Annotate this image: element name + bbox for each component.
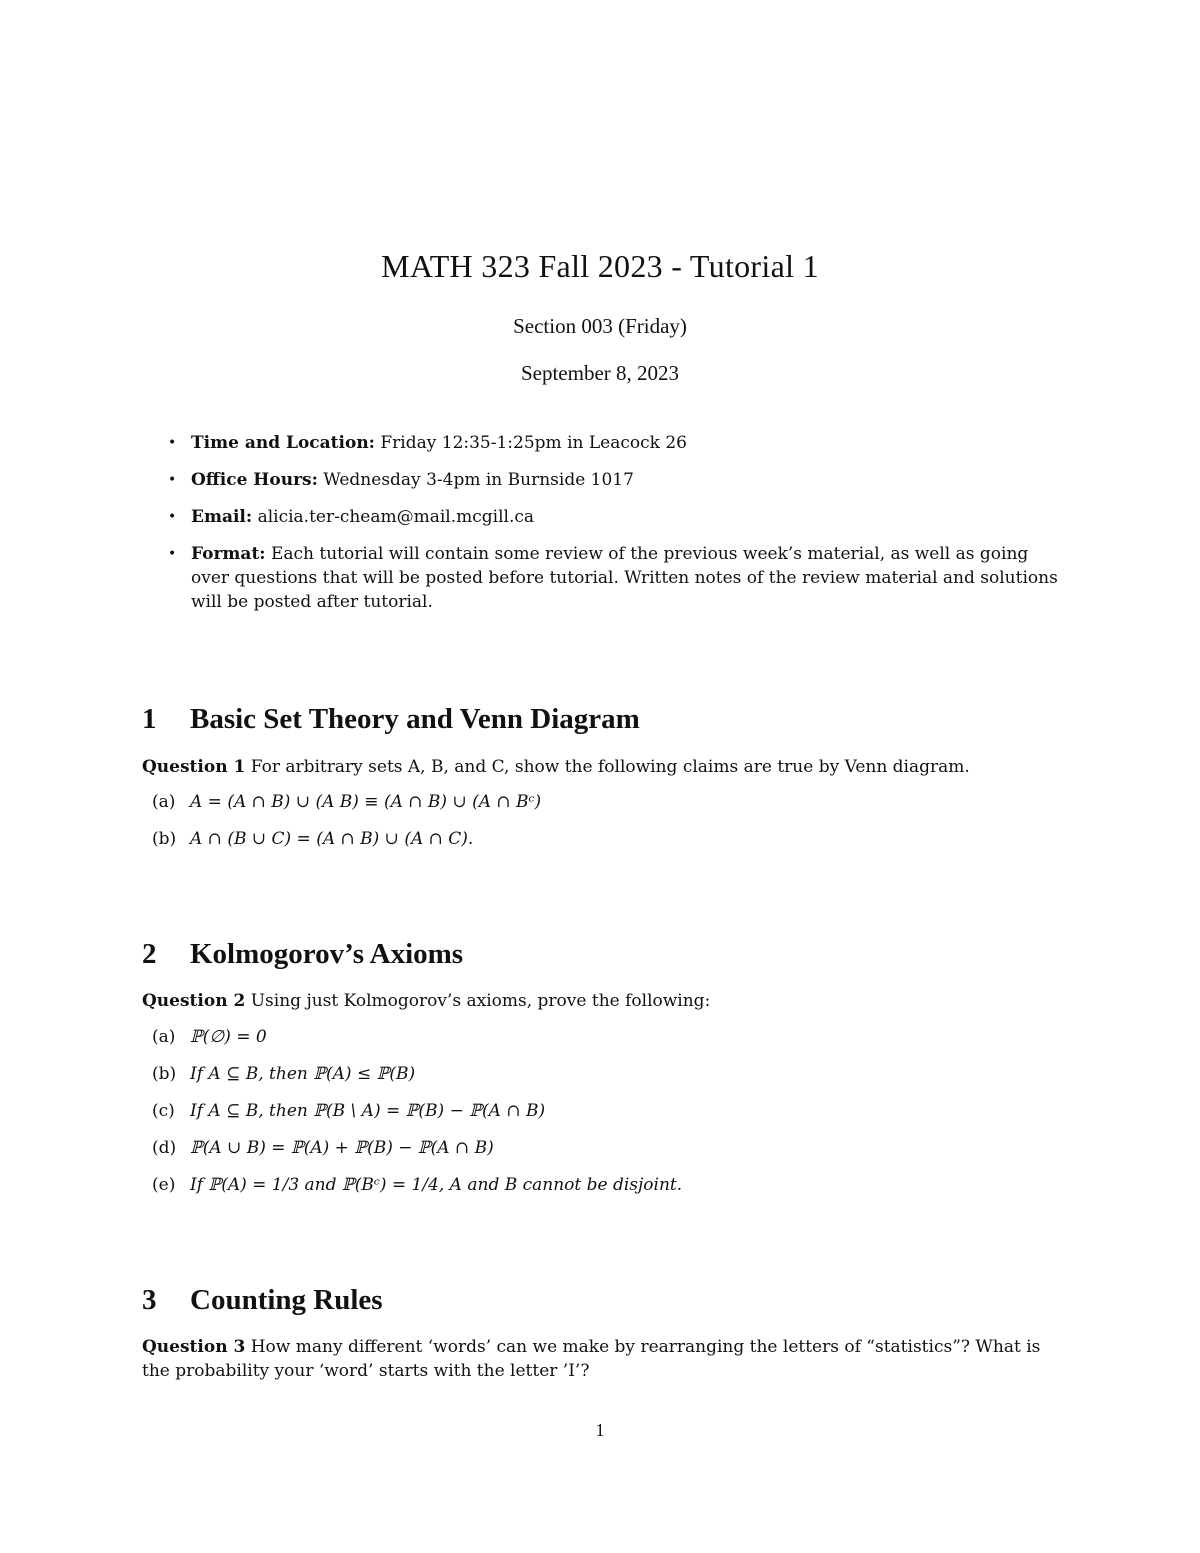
info-text: Friday 12:35-1:25pm in Leacock 26	[380, 433, 687, 453]
info-item-office-hours	[166, 468, 1066, 492]
question-2	[142, 989, 1062, 1013]
item-label: (d)	[152, 1138, 177, 1158]
page-title: MATH 323 Fall 2023 - Tutorial 1	[381, 248, 819, 284]
info-item-email	[166, 505, 1066, 529]
item-label: (e)	[152, 1175, 176, 1195]
section-number: 1	[142, 703, 157, 735]
list-item	[152, 827, 541, 864]
question-text: Using just Kolmogorov’s axioms, prove the following:	[250, 991, 711, 1011]
info-item-format	[166, 542, 1066, 614]
bullet-icon: •	[168, 435, 177, 451]
item-text: A = (A ∩ B) ∪ (A B) ≡ (A ∩ B) ∪ (A ∩ Bᶜ)	[190, 792, 542, 812]
question-label: Question 1	[142, 757, 246, 777]
item-text: If A ⊆ B, then ℙ(B \ A) = ℙ(B) − ℙ(A ∩ B)	[190, 1101, 546, 1121]
item-label: (c)	[152, 1101, 175, 1121]
question-text: For arbitrary sets A, B, and C, show the following claims are true by Venn diagram.	[250, 757, 970, 777]
section-heading-3	[142, 1284, 383, 1317]
section-number: 2	[142, 938, 157, 970]
list-item	[152, 1099, 682, 1136]
question-3	[142, 1335, 1062, 1383]
item-text: If A ⊆ B, then ℙ(A) ≤ ℙ(B)	[190, 1064, 416, 1084]
question-label: Question 2	[142, 991, 246, 1011]
info-text: Wednesday 3-4pm in Burnside 1017	[323, 470, 634, 490]
item-label: (a)	[152, 1027, 176, 1047]
section-title: Basic Set Theory and Venn Diagram	[190, 703, 640, 735]
section-heading-2	[142, 938, 463, 971]
info-text: alicia.ter-cheam@mail.mcgill.ca	[257, 507, 535, 527]
info-label: Format:	[191, 544, 266, 564]
list-item	[152, 1025, 682, 1062]
section-number: 3	[142, 1284, 157, 1316]
item-text: A ∩ (B ∪ C) = (A ∩ B) ∪ (A ∩ C).	[190, 829, 474, 849]
question-1-items	[152, 790, 541, 864]
info-list	[166, 431, 1066, 627]
list-item	[152, 1173, 682, 1210]
bullet-icon: •	[168, 472, 177, 488]
list-item	[152, 1062, 682, 1099]
section-title: Kolmogorov’s Axioms	[190, 938, 464, 970]
date-subtitle: September 8, 2023	[520, 361, 680, 385]
info-item-time	[166, 431, 1066, 455]
item-text: ℙ(A ∪ B) = ℙ(A) + ℙ(B) − ℙ(A ∩ B)	[190, 1138, 494, 1158]
info-label: Email:	[191, 507, 253, 527]
info-label: Office Hours:	[191, 470, 318, 490]
question-text: How many different ‘words’ can we make by rearranging the letters of “statistics”? What is the probability your ‘word’ starts with the letter ’I’?	[142, 1337, 1041, 1381]
question-label: Question 3	[142, 1337, 246, 1357]
question-2-items	[152, 1025, 682, 1210]
section-subtitle: Section 003 (Friday)	[513, 314, 687, 338]
info-text: Each tutorial will contain some review of the previous week’s material, as well as going over questions that will be posted before tutorial. Written notes of the review material and solutions will be posted after tutorial.	[191, 544, 1058, 612]
bullet-icon: •	[168, 546, 177, 562]
item-text: ℙ(∅) = 0	[190, 1027, 267, 1047]
page-number: 1	[595, 1420, 605, 1440]
question-1	[142, 755, 1062, 779]
section-heading-1	[142, 703, 640, 736]
item-label: (a)	[152, 792, 176, 812]
info-label: Time and Location:	[191, 433, 375, 453]
list-item	[152, 790, 541, 827]
section-title: Counting Rules	[190, 1284, 383, 1316]
item-label: (b)	[152, 1064, 177, 1084]
bullet-icon: •	[168, 509, 177, 525]
list-item	[152, 1136, 682, 1173]
item-label: (b)	[152, 829, 177, 849]
item-text: If ℙ(A) = 1/3 and ℙ(Bᶜ) = 1/4, A and B cannot be disjoint.	[190, 1175, 683, 1195]
